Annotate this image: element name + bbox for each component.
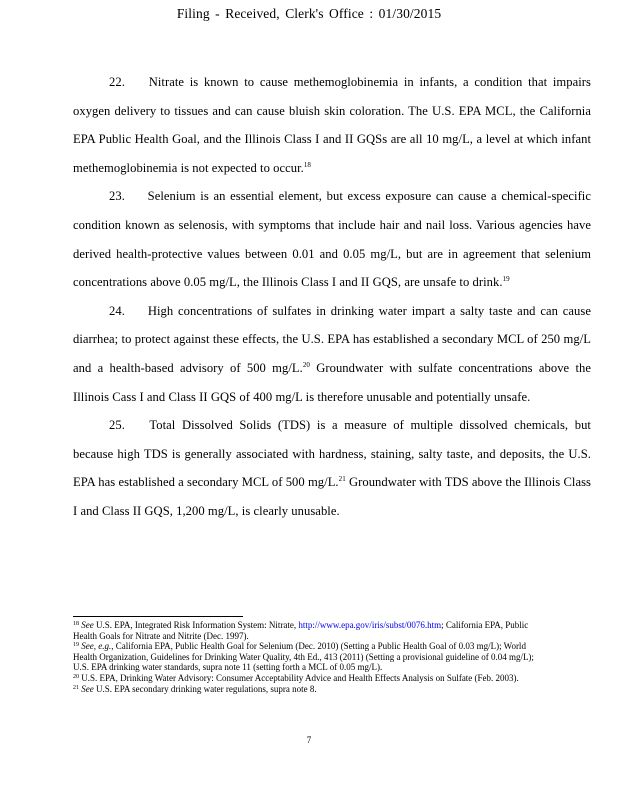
footnote-ref-20[interactable]: 20 xyxy=(302,360,310,369)
citation-signal: See, e.g. xyxy=(81,641,112,652)
footnote-20 xyxy=(73,673,551,684)
footnote-19 xyxy=(73,641,551,673)
footnote-text: U.S. EPA, Integrated Risk Information System: Nitrate, xyxy=(93,620,299,630)
footnote-link[interactable]: http://www.epa.gov/iris/subst/0076.htm xyxy=(298,620,442,630)
paragraph-24 xyxy=(73,297,591,411)
paragraph-text: High concentrations of sulfates in drinking water impart a salty taste and can cause diarrhea; to protect against these effects, the U.S. EPA has established a secondary MCL of 250 mg/L and a health-based advisory of 500 mg/L. xyxy=(73,303,591,375)
footnote-text-continued: ; California EPA, Public Health Goals for Nitrate and Nitrite (Dec. 1997). xyxy=(73,620,529,641)
paragraph-22 xyxy=(73,68,591,182)
filing-header: Filing - Received, Clerk's Office : 01/30/2015 xyxy=(176,6,442,21)
paragraph-text-continued: Groundwater with TDS above the Illinois Class I and Class II GQS, 1,200 mg/L, is clearly unusable. xyxy=(73,475,591,518)
paragraph-25 xyxy=(73,411,591,525)
paragraph-text: Selenium is an essential element, but excess exposure can cause a chemical-specific condition known as selenosis, with symptoms that include hair and nail loss. Various agencies have derived health-protective values between 0.01 and 0.05 mg/L, but are in agreement that selenium concentrations above 0.05 mg/L, the Illinois Class I and II GQS, are unsafe to drink. xyxy=(73,189,591,290)
paragraph-text: Total Dissolved Solids (TDS) is a measure of multiple dissolved chemicals, but because high TDS is generally associated with hardness, staining, salty taste, and deposits, the U.S. EPA has established a secondary MCL of 500 mg/L. xyxy=(73,418,591,490)
footnote-text: , California EPA, Public Health Goal for Selenium (Dec. 2010) (Setting a Public Health Goal of 0.03 mg/L); World Health Organization, Guidelines for Drinking Water Quality, 4th Ed., 413 (2011) (Setting a provisional guideline of 0.04 mg/L); U.S. EPA drinking water standards, supra note 11 (setting forth a MCL of 0.05 mg/L). xyxy=(73,641,534,673)
footnote-separator xyxy=(73,616,243,617)
paragraph-text: Nitrate is known to cause methemoglobinemia in infants, a condition that impairs oxygen delivery to tissues and can cause bluish skin coloration. The U.S. EPA MCL, the California EPA Public Health Goal, and the Illinois Class I and II GQSs are all 10 mg/L, a level at which infant methemoglobinemia is not expected to occur. xyxy=(73,75,591,175)
footnote-21 xyxy=(73,684,551,695)
footnote-number: 18 xyxy=(73,621,79,627)
footnote-number: 21 xyxy=(73,684,79,691)
paragraph-text-continued: Groundwater with sulfate concentrations above the Illinois Cass I and Class II GQS of 400 mg/L is therefore unusable and potentially unsafe. xyxy=(73,360,591,404)
footnote-18 xyxy=(73,620,551,641)
footnote-text: U.S. EPA, Drinking Water Advisory: Consumer Acceptability Advice and Health Effects Analysis on Sulfate (Feb. 2003). xyxy=(81,672,519,683)
footnotes xyxy=(73,620,551,694)
footnote-number: 20 xyxy=(73,673,79,680)
footnote-ref-19[interactable]: 19 xyxy=(502,275,510,284)
citation-signal: See xyxy=(81,620,94,630)
paragraph-number: 22. xyxy=(109,75,125,89)
citation-signal: See xyxy=(81,683,94,694)
footnote-ref-18[interactable]: 18 xyxy=(303,160,311,169)
page-number: 7 xyxy=(306,735,312,745)
footnote-ref-21[interactable]: 21 xyxy=(338,475,346,484)
paragraph-number: 24. xyxy=(109,303,125,318)
document-body xyxy=(73,68,591,526)
paragraph-23 xyxy=(73,182,591,296)
paragraph-number: 23. xyxy=(109,189,125,204)
paragraph-number: 25. xyxy=(109,418,125,433)
footnote-text: U.S. EPA secondary drinking water regulations, supra note 8. xyxy=(93,683,317,694)
footnote-number: 19 xyxy=(73,642,79,649)
